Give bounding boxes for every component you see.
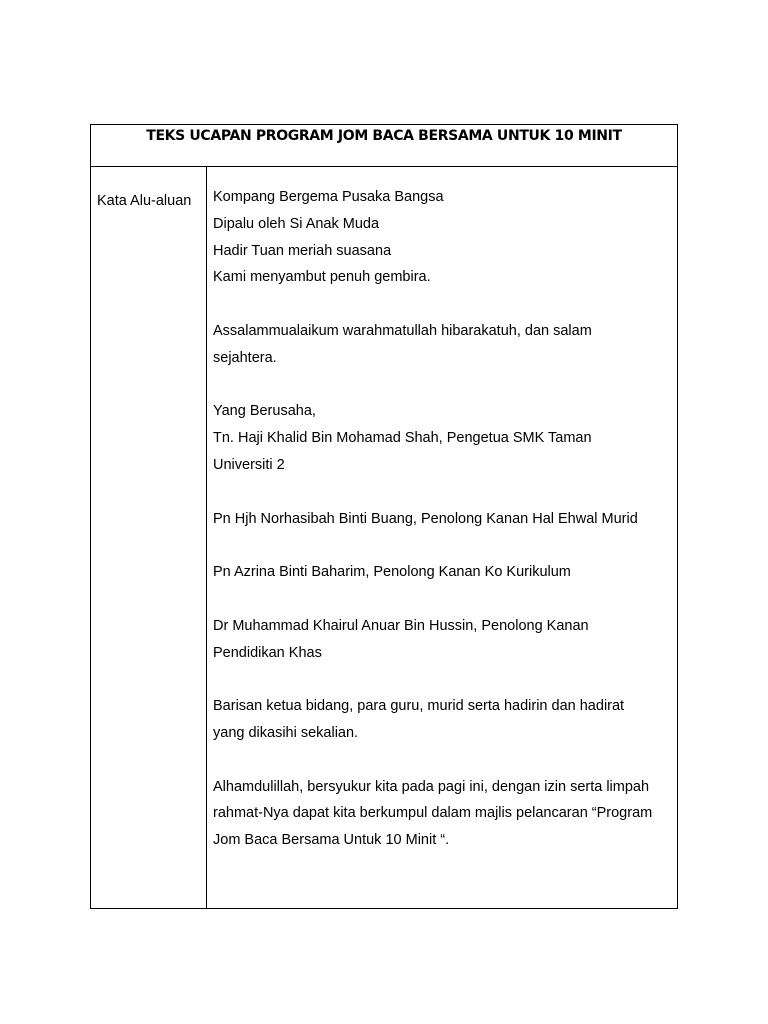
salutation-intro: Yang Berusaha, bbox=[213, 403, 316, 420]
principal-line: Tn. Haji Khalid Bin Mohamad Shah, Pengetua SMK Taman bbox=[213, 430, 592, 447]
pantun-line: Hadir Tuan meriah suasana bbox=[213, 242, 392, 259]
greeting-paragraph bbox=[213, 318, 673, 372]
pk-pendidikan-khas-salutation bbox=[213, 613, 673, 667]
pk-hem-salutation bbox=[213, 506, 673, 533]
pk-koku-line: Pn Azrina Binti Baharim, Penolong Kanan Ko Kurikulum bbox=[213, 564, 571, 581]
audience-line: Barisan ketua bidang, para guru, murid serta hadirin dan hadirat bbox=[213, 698, 625, 715]
opening-line: rahmat-Nya dapat kita berkumpul dalam majlis pelancaran “Program bbox=[213, 805, 653, 822]
pk-pendidikan-khas-line: Dr Muhammad Khairul Anuar Bin Hussin, Penolong Kanan bbox=[213, 617, 589, 634]
principal-line: Universiti 2 bbox=[213, 456, 285, 473]
opening-paragraph bbox=[213, 774, 673, 854]
audience-line: yang dikasihi sekalian. bbox=[213, 724, 359, 741]
table-title-row bbox=[91, 125, 677, 167]
pk-koku-salutation bbox=[213, 559, 673, 586]
section-label: Kata Alu-aluan bbox=[97, 193, 192, 209]
opening-line: Alhamdulillah, bersyukur kita pada pagi ini, dengan izin serta limpah bbox=[213, 778, 650, 795]
speech-content bbox=[213, 184, 673, 854]
column-divider bbox=[206, 166, 207, 908]
pantun-line: Dipalu oleh Si Anak Muda bbox=[213, 215, 380, 232]
pantun-line: Kompang Bergema Pusaka Bangsa bbox=[213, 189, 444, 205]
document-title: TEKS UCAPAN PROGRAM JOM BACA BERSAMA UNTUK 10 MINIT bbox=[146, 128, 622, 144]
pk-pendidikan-khas-line: Pendidikan Khas bbox=[213, 644, 322, 661]
speech-table bbox=[90, 124, 678, 909]
greeting-line: Assalammualaikum warahmatullah hibarakatuh, dan salam bbox=[213, 322, 592, 339]
pk-hem-line: Pn Hjh Norhasibah Binti Buang, Penolong Kanan Hal Ehwal Murid bbox=[213, 510, 638, 527]
opening-line: Jom Baca Bersama Untuk 10 Minit “. bbox=[213, 832, 450, 849]
principal-salutation bbox=[213, 398, 673, 478]
audience-salutation bbox=[213, 693, 673, 747]
pantun-verse bbox=[213, 184, 673, 291]
greeting-line: sejahtera. bbox=[213, 349, 277, 366]
pantun-line: Kami menyambut penuh gembira. bbox=[213, 269, 431, 286]
